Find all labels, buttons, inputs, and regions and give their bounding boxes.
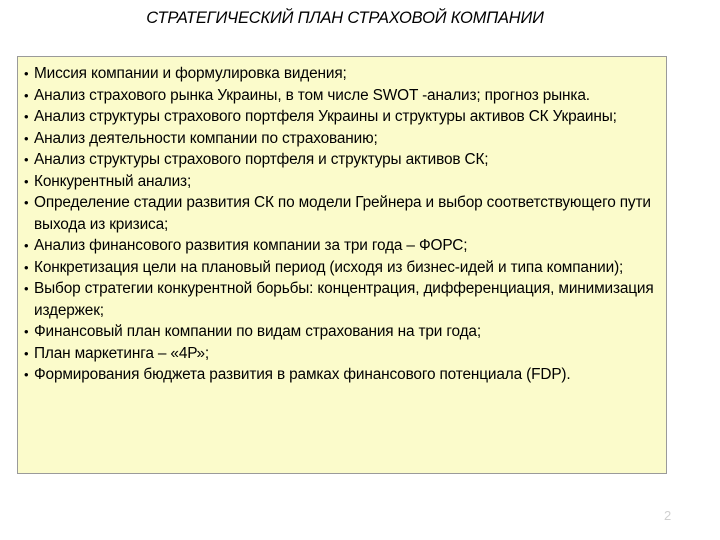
list-item [24, 171, 656, 193]
list-item-text: Выбор стратегии конкурентной борьбы: концентрация, дифференциация, минимизация издержек; [34, 280, 654, 319]
list-item-text: План маркетинга – «4Р»; [34, 344, 210, 362]
list-item [24, 343, 656, 365]
list-item [24, 63, 656, 85]
bullet-icon: • [24, 66, 29, 81]
list-item [24, 192, 656, 235]
list-item-text: Миссия компании и формулировка видения; [34, 65, 347, 82]
bullet-icon: • [24, 345, 29, 361]
list-item [24, 257, 656, 279]
list-item-text: Конкретизация цели на плановый период (исходя из бизнес-идей и типа компании); [34, 258, 624, 276]
content-box [17, 56, 667, 474]
bullet-icon: • [24, 259, 29, 275]
list-item [24, 278, 656, 321]
bullet-icon: • [24, 281, 29, 296]
list-item-text: Анализ страхового рынка Украины, в том числе SWOT -анализ; прогноз рынка. [34, 86, 590, 104]
list-item [24, 149, 656, 171]
list-item [24, 106, 656, 128]
list-item [24, 364, 656, 386]
list-item [24, 321, 656, 343]
list-item-text: Финансовый план компании по видам страхования на три года; [34, 323, 481, 340]
list-item-text: Анализ деятельности компании по страхованию; [34, 129, 378, 147]
bullet-icon: • [24, 324, 29, 339]
list-item-text: Конкурентный анализ; [34, 172, 192, 190]
list-item-text: Формирования бюджета развития в рамках финансового потенциала (FDP). [34, 366, 571, 383]
list-item [24, 235, 656, 257]
bullet-list [24, 63, 656, 386]
list-item-text: Анализ финансового развития компании за три года – ФОРС; [34, 237, 468, 254]
bullet-icon: • [24, 152, 29, 167]
list-item [24, 85, 656, 107]
slide-title: СТРАТЕГИЧЕСКИЙ ПЛАН СТРАХОВОЙ КОМПАНИИ [146, 9, 544, 27]
list-item-text: Определение стадии развития СК по модели Грейнера и выбор соответствующего пути выхода из кризиса; [34, 194, 651, 233]
bullet-icon: • [24, 367, 29, 382]
page-number: 2 [664, 508, 672, 523]
bullet-icon: • [24, 109, 29, 124]
bullet-icon: • [24, 195, 29, 210]
bullet-icon: • [24, 87, 29, 103]
bullet-icon: • [24, 130, 29, 146]
list-item [24, 128, 656, 150]
bullet-icon: • [24, 173, 29, 189]
list-item-text: Анализ структуры страхового портфеля и структуры активов СК; [34, 151, 489, 168]
list-item-text: Анализ структуры страхового портфеля Украины и структуры активов СК Украины; [34, 108, 617, 125]
bullet-icon: • [24, 238, 29, 253]
